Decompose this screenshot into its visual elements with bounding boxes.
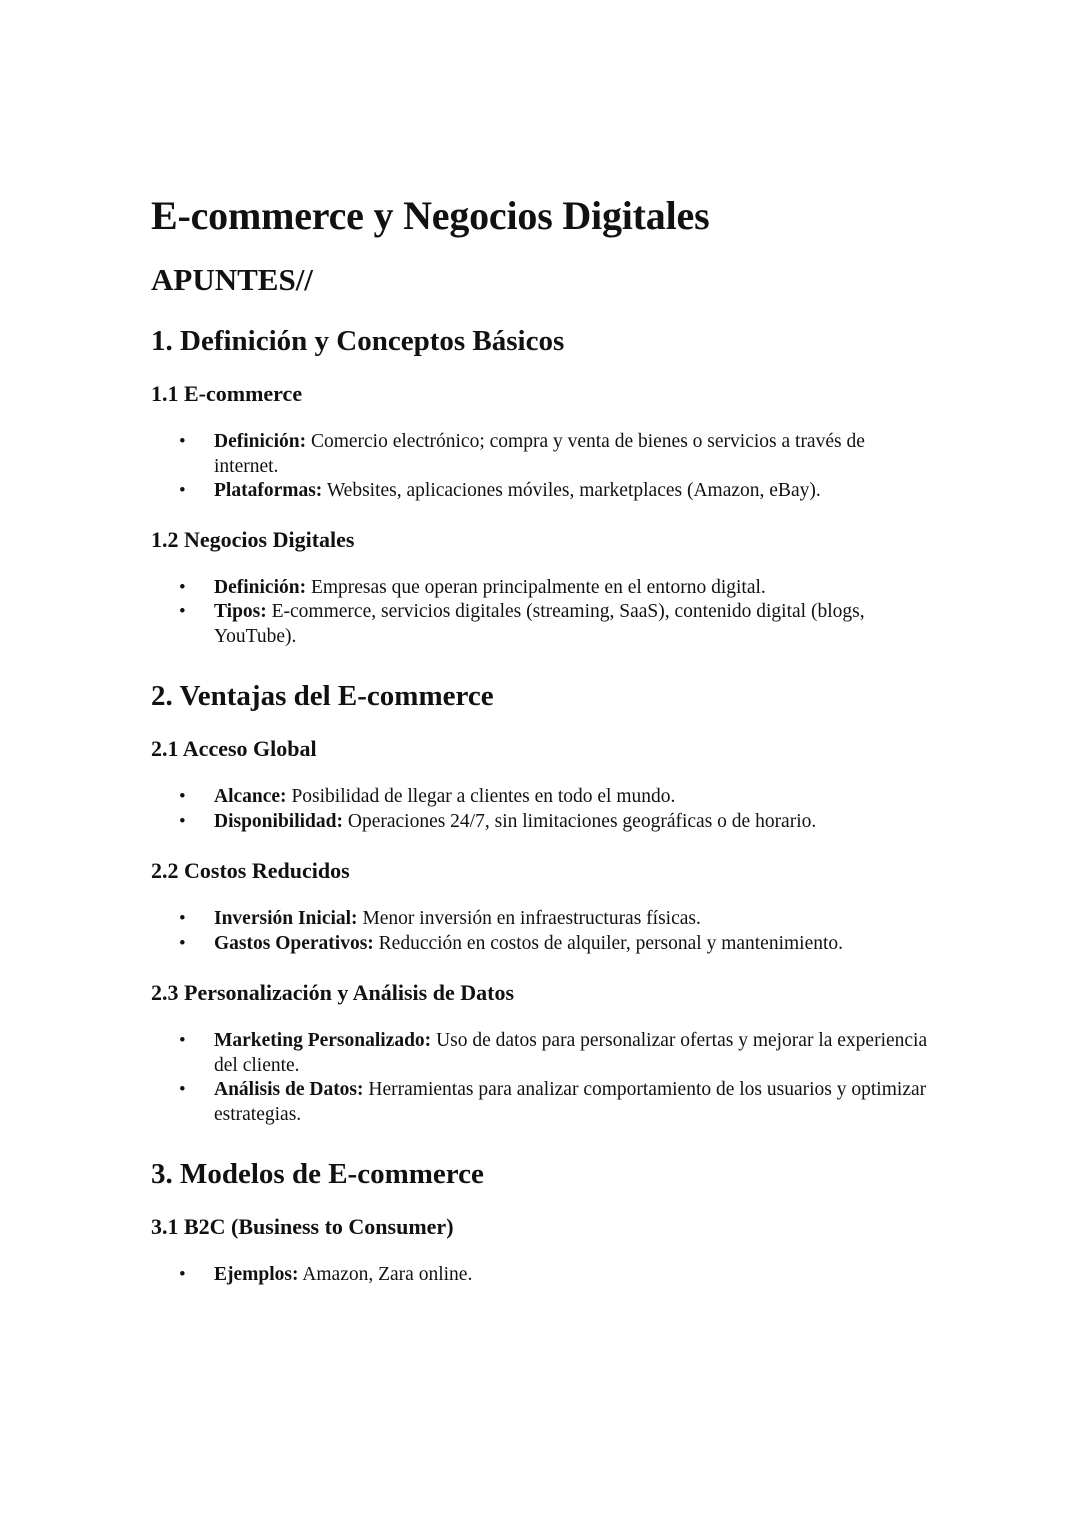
item-text: Empresas que operan principalmente en el entorno digital. [306, 576, 766, 598]
list-item [151, 479, 931, 504]
item-text: Operaciones 24/7, sin limitaciones geográficas o de horario. [342, 810, 817, 832]
bullet-list [151, 785, 931, 834]
subsection-heading: 2.3 Personalización y Análisis de Datos [151, 980, 515, 1005]
item-text: Menor inversión en infraestructuras físicas. [357, 908, 701, 929]
list-item [151, 430, 931, 479]
item-term: Alcance: [214, 786, 287, 807]
list-item [151, 932, 931, 957]
item-term: Tipos: [214, 601, 267, 622]
subsection-heading: 2.2 Costos Reducidos [151, 858, 350, 883]
list-item [151, 1029, 931, 1078]
list-item [151, 1078, 931, 1127]
section-heading: 3. Modelos de E-commerce [151, 1158, 484, 1190]
list-item [151, 785, 931, 810]
subsection-heading: 1.2 Negocios Digitales [151, 526, 355, 552]
item-text: E-commerce, servicios digitales (streaming, SaaS), contenido digital (blogs, YouTube). [214, 601, 865, 647]
item-text: Posibilidad de llegar a clientes en todo el mundo. [286, 786, 676, 807]
bullet-list [151, 1263, 931, 1288]
list-item [151, 576, 931, 601]
item-text: Websites, aplicaciones móviles, marketplaces (Amazon, eBay). [322, 480, 821, 501]
list-item [151, 600, 931, 649]
item-term: Marketing Personalizado: [214, 1030, 432, 1051]
document-page [151, 190, 931, 1288]
document-title: E-commerce y Negocios Digitales [151, 193, 710, 238]
item-term: Definición: [214, 576, 307, 598]
section-heading: 1. Definición y Conceptos Básicos [151, 325, 565, 357]
bullet-list [151, 1029, 931, 1127]
list-item [151, 907, 931, 932]
document-subtitle: APUNTES// [151, 262, 313, 297]
item-term: Gastos Operativos: [214, 932, 374, 954]
subsection-heading: 1.1 E-commerce [151, 381, 303, 406]
item-term: Inversión Inicial: [214, 908, 358, 929]
item-term: Plataformas: [214, 480, 323, 501]
item-text: Amazon, Zara online. [298, 1264, 473, 1285]
list-item [151, 810, 931, 835]
item-text: Uso de datos para personalizar ofertas y mejorar la experiencia del cliente. [214, 1030, 928, 1076]
subsection-heading: 2.1 Acceso Global [151, 736, 317, 761]
item-term: Definición: [214, 431, 307, 452]
subsection-heading: 3.1 B2C (Business to Consumer) [151, 1214, 454, 1239]
item-term: Ejemplos: [214, 1264, 299, 1285]
item-term: Disponibilidad: [214, 810, 343, 832]
item-text: Herramientas para analizar comportamiento de los usuarios y optimizar estrategias. [214, 1079, 927, 1125]
item-text: Comercio electrónico; compra y venta de bienes o servicios a través de internet. [214, 431, 865, 477]
list-item [151, 1263, 931, 1288]
bullet-list [151, 907, 931, 956]
bullet-list [151, 430, 931, 504]
section-heading: 2. Ventajas del E-commerce [151, 680, 494, 712]
item-term: Análisis de Datos: [214, 1079, 364, 1100]
bullet-list [151, 576, 931, 650]
item-text: Reducción en costos de alquiler, personal y mantenimiento. [373, 932, 844, 954]
